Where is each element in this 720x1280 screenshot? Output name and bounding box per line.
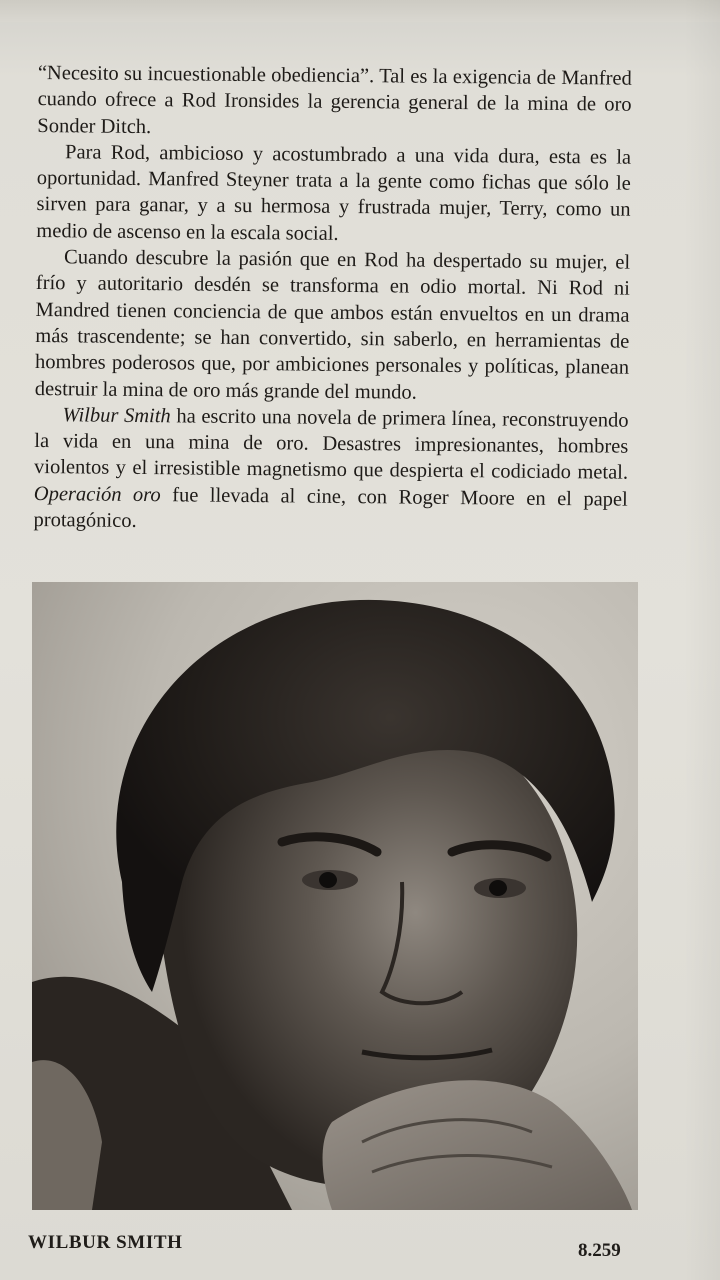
synopsis-paragraph-3: Cuando descubre la pasión que en Rod ha despertado su mujer, el frío y autoritario desdén se transforma en odio mortal. Ni Rod ni Mandred tienen conciencia de que ambos están envueltos en un drama más trascendente; se han convertido, sin saberlo, en herramientas de hombres poderosos que, por ambiciones personales y políticas, planean destruir la mina de oro más grande del mundo. [34, 246, 631, 404]
synopsis-paragraph-4 [33, 402, 628, 539]
page-top-edge [0, 0, 720, 22]
author-footer: WILBUR SMITH [28, 1232, 183, 1253]
synopsis-text [33, 60, 632, 539]
synopsis-paragraph-1: “Necesito su incuestionable obediencia”. Tal es la exigencia de Manfred cuando ofrece a Rod Ironsides la gerencia general de la mina de oro Sonder Ditch. [37, 61, 632, 138]
book-title-italic: Operación oro [33, 482, 161, 506]
synopsis-paragraph-4-end: fue llevada al cine, con Roger Moore en el papel protagónico. [33, 484, 628, 533]
synopsis-paragraph-2: Para Rod, ambicioso y acostumbrado a una vida dura, esta es la oportunidad. Manfred Steyner trata a la gente como fichas que sólo le sirven para ganar, y a su hermosa y frustrada mujer, Terry, como un medio de ascenso en la escala social. [36, 141, 632, 245]
page-shadow [684, 0, 720, 1280]
author-photo [32, 582, 638, 1210]
synopsis-paragraph-4-text: ha escrito una novela de primera línea, reconstruyendo la vida en una mina de oro. Desastres impresionantes, hombres violentos y el irresistible magnetismo que despierta el codiciado metal. [33, 405, 629, 485]
author-name-italic: Wilbur Smith [62, 404, 171, 428]
catalog-number: 8.259 [578, 1240, 621, 1261]
